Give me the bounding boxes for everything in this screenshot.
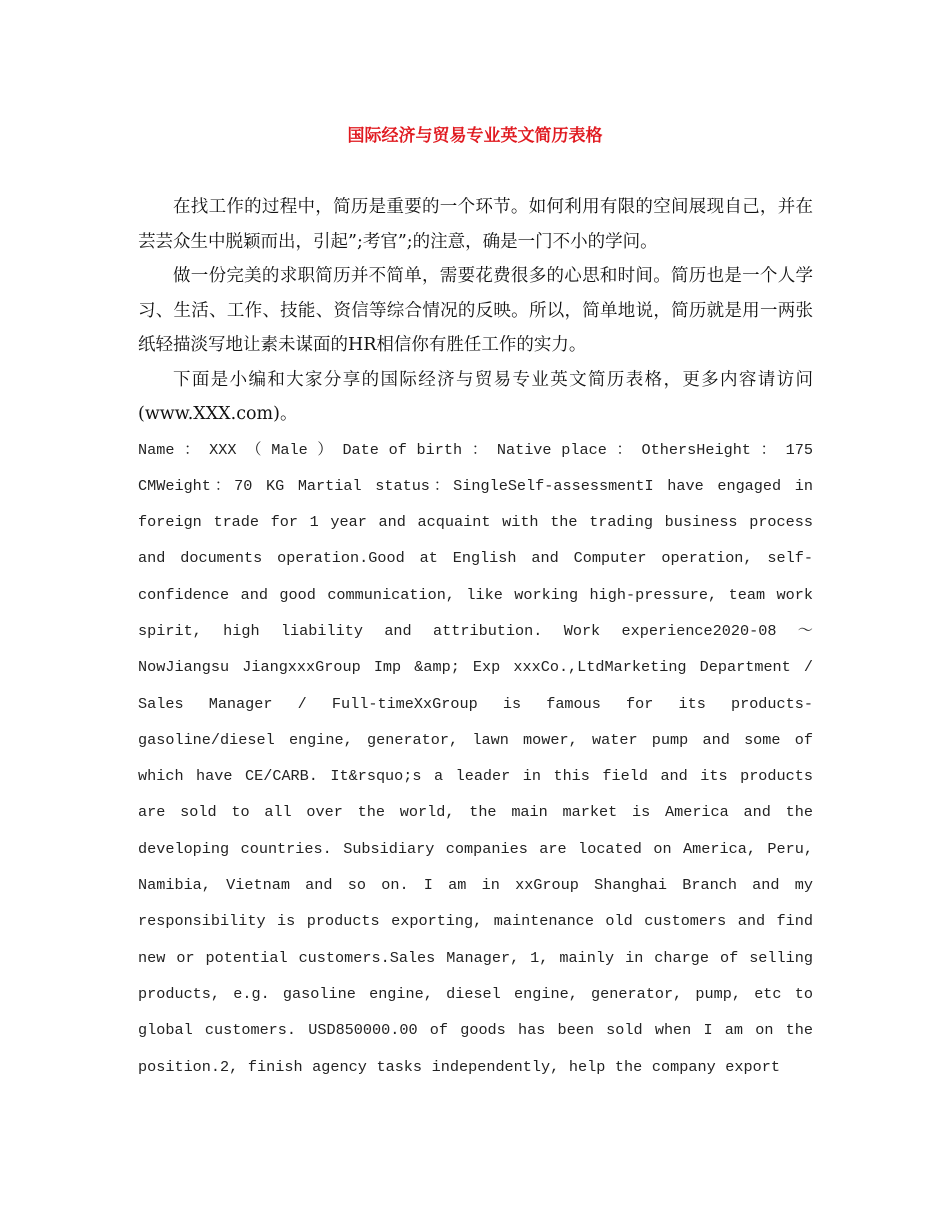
intro-paragraph-1: 在找工作的过程中，简历是重要的一个环节。如何利用有限的空间展现自己，并在芸芸众生中脱颖而出，引起”;考官”;的注意，确是一门不小的学问。 xyxy=(138,197,813,252)
intro-paragraph-3: 下面是小编和大家分享的国际经济与贸易专业英文简历表格，更多内容请访问(www.XXX.com)。 xyxy=(138,369,813,424)
document-body xyxy=(138,190,813,1085)
document-title: 国际经济与贸易专业英文简历表格 xyxy=(347,126,603,146)
intro-paragraph-2: 做一份完美的求职简历并不简单，需要花费很多的心思和时间。简历也是一个人学习、生活、工作、技能、资信等综合情况的反映。所以，简单地说，简历就是用一两张纸轻描淡写地让素未谋面的HR相信你有胜任工作的实力。 xyxy=(138,266,813,355)
resume-body-text: Name ： XXX （ Male ） Date of birth ： Native place ： OthersHeight ： 175 CMWeight：70 KG Martial status：SingleSelf-assessmentI have engaged in foreign trade for 1 year and acquaint with the trading business process and documents operation.Good at English and Computer operation, self-confidence and good communication, like working high-pressure, team work spirit, high liability and attribution. Work experience2020-08 ～ NowJiangsu JiangxxxGroup Imp &amp; Exp xxxCo.,LtdMarketing Department / Sales Manager / Full-timeXxGroup is famous for its products-gasoline/diesel engine, generator, lawn mower, water pump and some of which have CE/CARB. It&rsquo;s a leader in this field and its products are sold to all over the world, the main market is America and the developing countries. Subsidiary companies are located on America, Peru, Namibia, Vietnam and so on. I am in xxGroup Shanghai Branch and my responsibility is products exporting, maintenance old customers and find new or potential customers.Sales Manager, 1, mainly in charge of selling products, e.g. gasoline engine, diesel engine, generator, pump, etc to global customers. USD850000.00 of goods has been sold when I am on the position.2, finish agency tasks independently, help the company export xyxy=(138,440,813,1076)
